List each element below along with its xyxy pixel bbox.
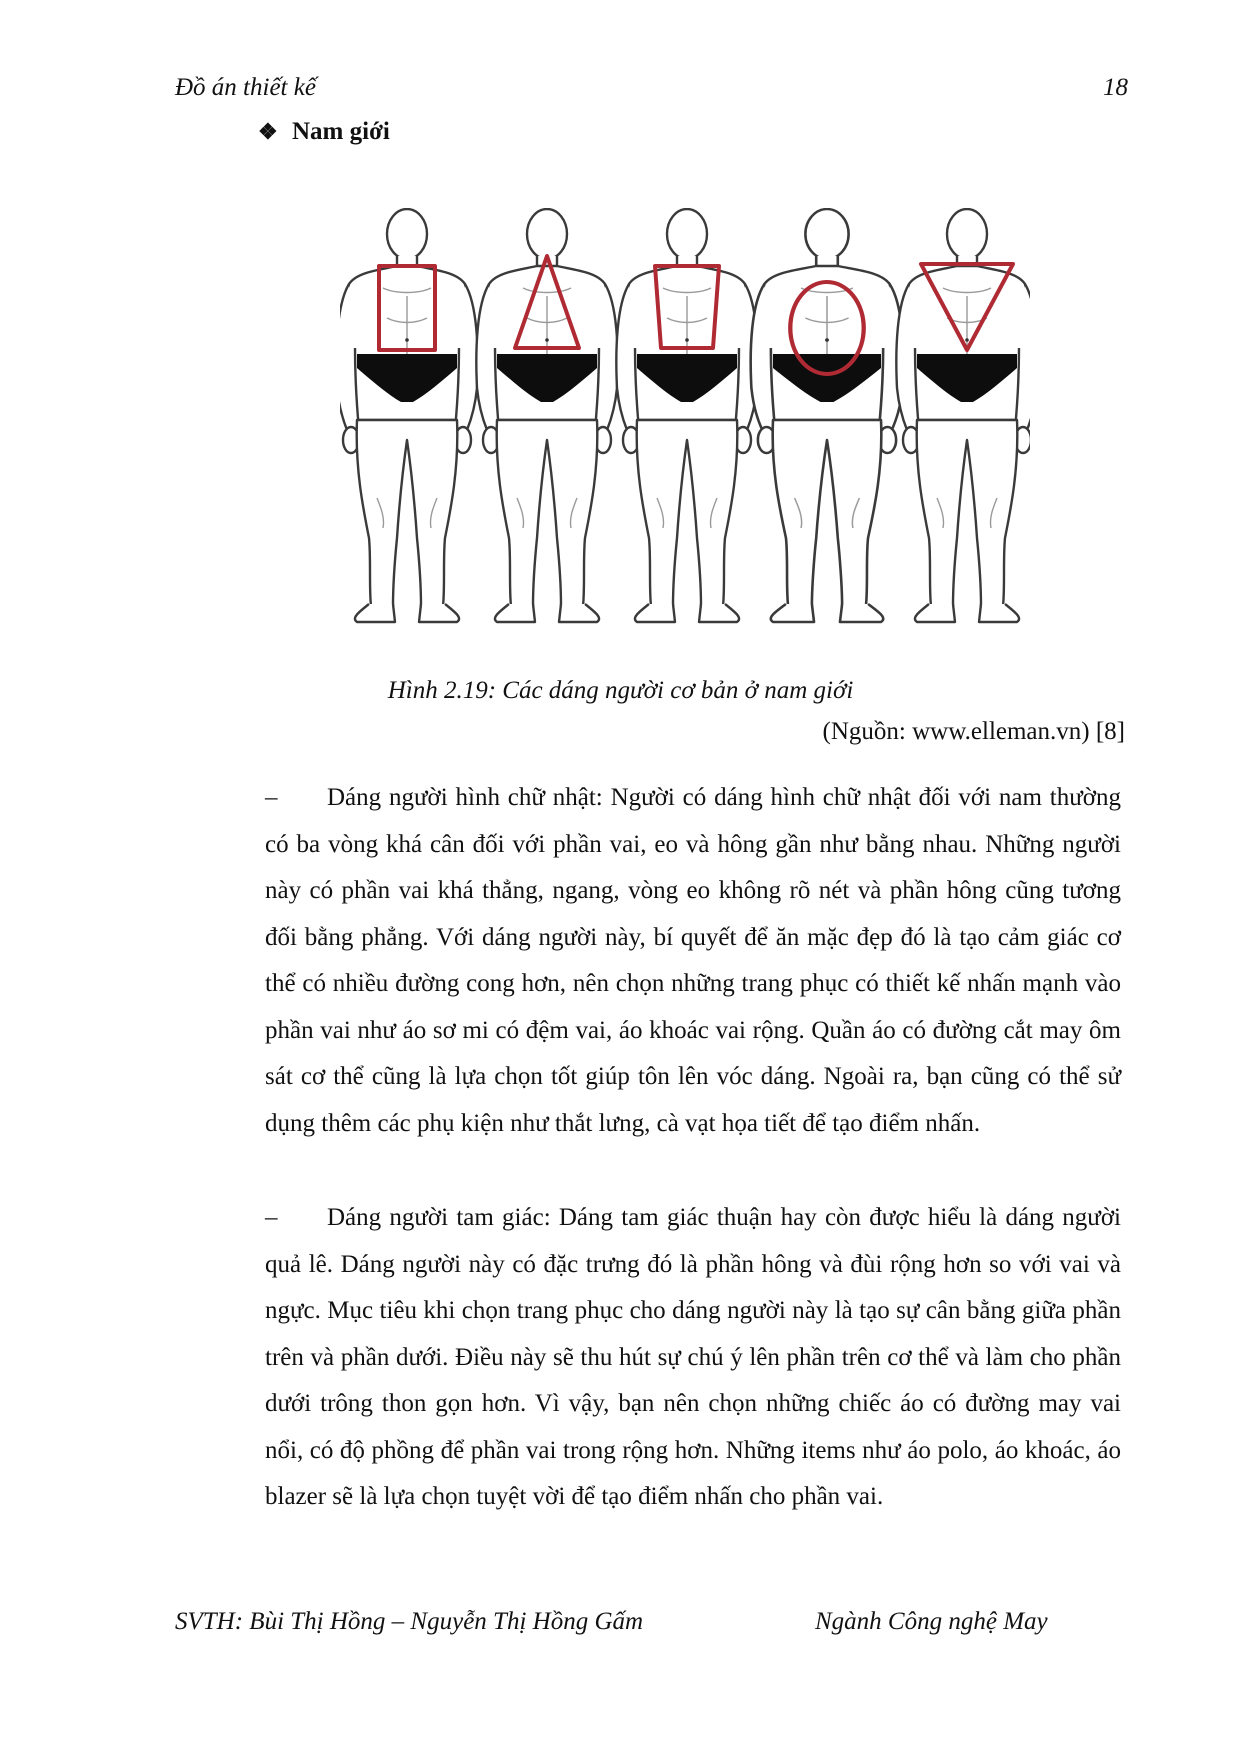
- paragraph-rectangle-shape: [265, 775, 1121, 1147]
- page-number: 18: [1103, 74, 1128, 101]
- footer-major: Ngành Công nghệ May: [815, 1608, 1048, 1635]
- section-title: Nam giới: [292, 118, 390, 145]
- figure-trapezoid-body: [616, 209, 757, 622]
- figure-caption: Hình 2.19: Các dáng người cơ bản ở nam giới: [387, 677, 854, 704]
- diamond-bullet-icon: ❖: [258, 119, 278, 144]
- header-title: Đồ án thiết kế: [175, 74, 316, 101]
- figure-rectangle-body: [340, 209, 478, 622]
- figure-source: (Nguồn: www.elleman.vn) [8]: [822, 718, 1125, 745]
- dash-bullet: –: [265, 784, 278, 811]
- figure-triangle-body: [476, 209, 617, 622]
- paragraph-triangle-shape: [265, 1195, 1121, 1521]
- paragraph-text: Dáng người tam giác: Dáng tam giác thuận hay còn được hiểu là dáng người quả lê. Dáng người này có đặc trưng đó là phần hông và đùi rộng hơn so với vai và ngực. Mục tiêu khi chọn trang phục cho dáng người này là tạo sự cân bằng giữa phần trên và phần dưới. Điều này sẽ thu hút sự chú ý lên phần trên cơ thể và làm cho phần dưới trông thon gọn hơn. Vì vậy, bạn nên chọn những chiếc áo có đường may vai nổi, có độ phồng để phần vai trong rộng hơn. Những items như áo polo, áo khoác, áo blazer sẽ là lựa chọn tuyệt vời để tạo điểm nhấn cho phần vai.: [265, 1204, 1121, 1510]
- footer-authors: SVTH: Bùi Thị Hồng – Nguyễn Thị Hồng Gấm: [175, 1608, 644, 1635]
- dash-bullet: –: [265, 1204, 278, 1231]
- body-shapes-illustration: [340, 208, 1030, 628]
- figure-inverted-triangle-body: [896, 209, 1030, 622]
- section-heading: [258, 118, 390, 146]
- body-shapes-figure: [340, 208, 1030, 628]
- paragraph-text: Dáng người hình chữ nhật: Người có dáng hình chữ nhật đối với nam thường có ba vòng khá cân đối với phần vai, eo và hông gần như bằng nhau. Những người này có phần vai khá thẳng, ngang, vòng eo không rõ nét và phần hông cũng tương đối bằng phẳng. Với dáng người này, bí quyết để ăn mặc đẹp đó là tạo cảm giác cơ thể có nhiều đường cong hơn, nên chọn những trang phục có thiết kế nhấn mạnh vào phần vai như áo sơ mi có đệm vai, áo khoác vai rộng. Quần áo có đường cắt may ôm sát cơ thể cũng là lựa chọn tốt giúp tôn lên vóc dáng. Ngoài ra, bạn cũng có thể sử dụng thêm các phụ kiện như thắt lưng, cà vạt họa tiết để tạo điểm nhấn.: [265, 784, 1121, 1137]
- figure-oval-body: [751, 209, 904, 622]
